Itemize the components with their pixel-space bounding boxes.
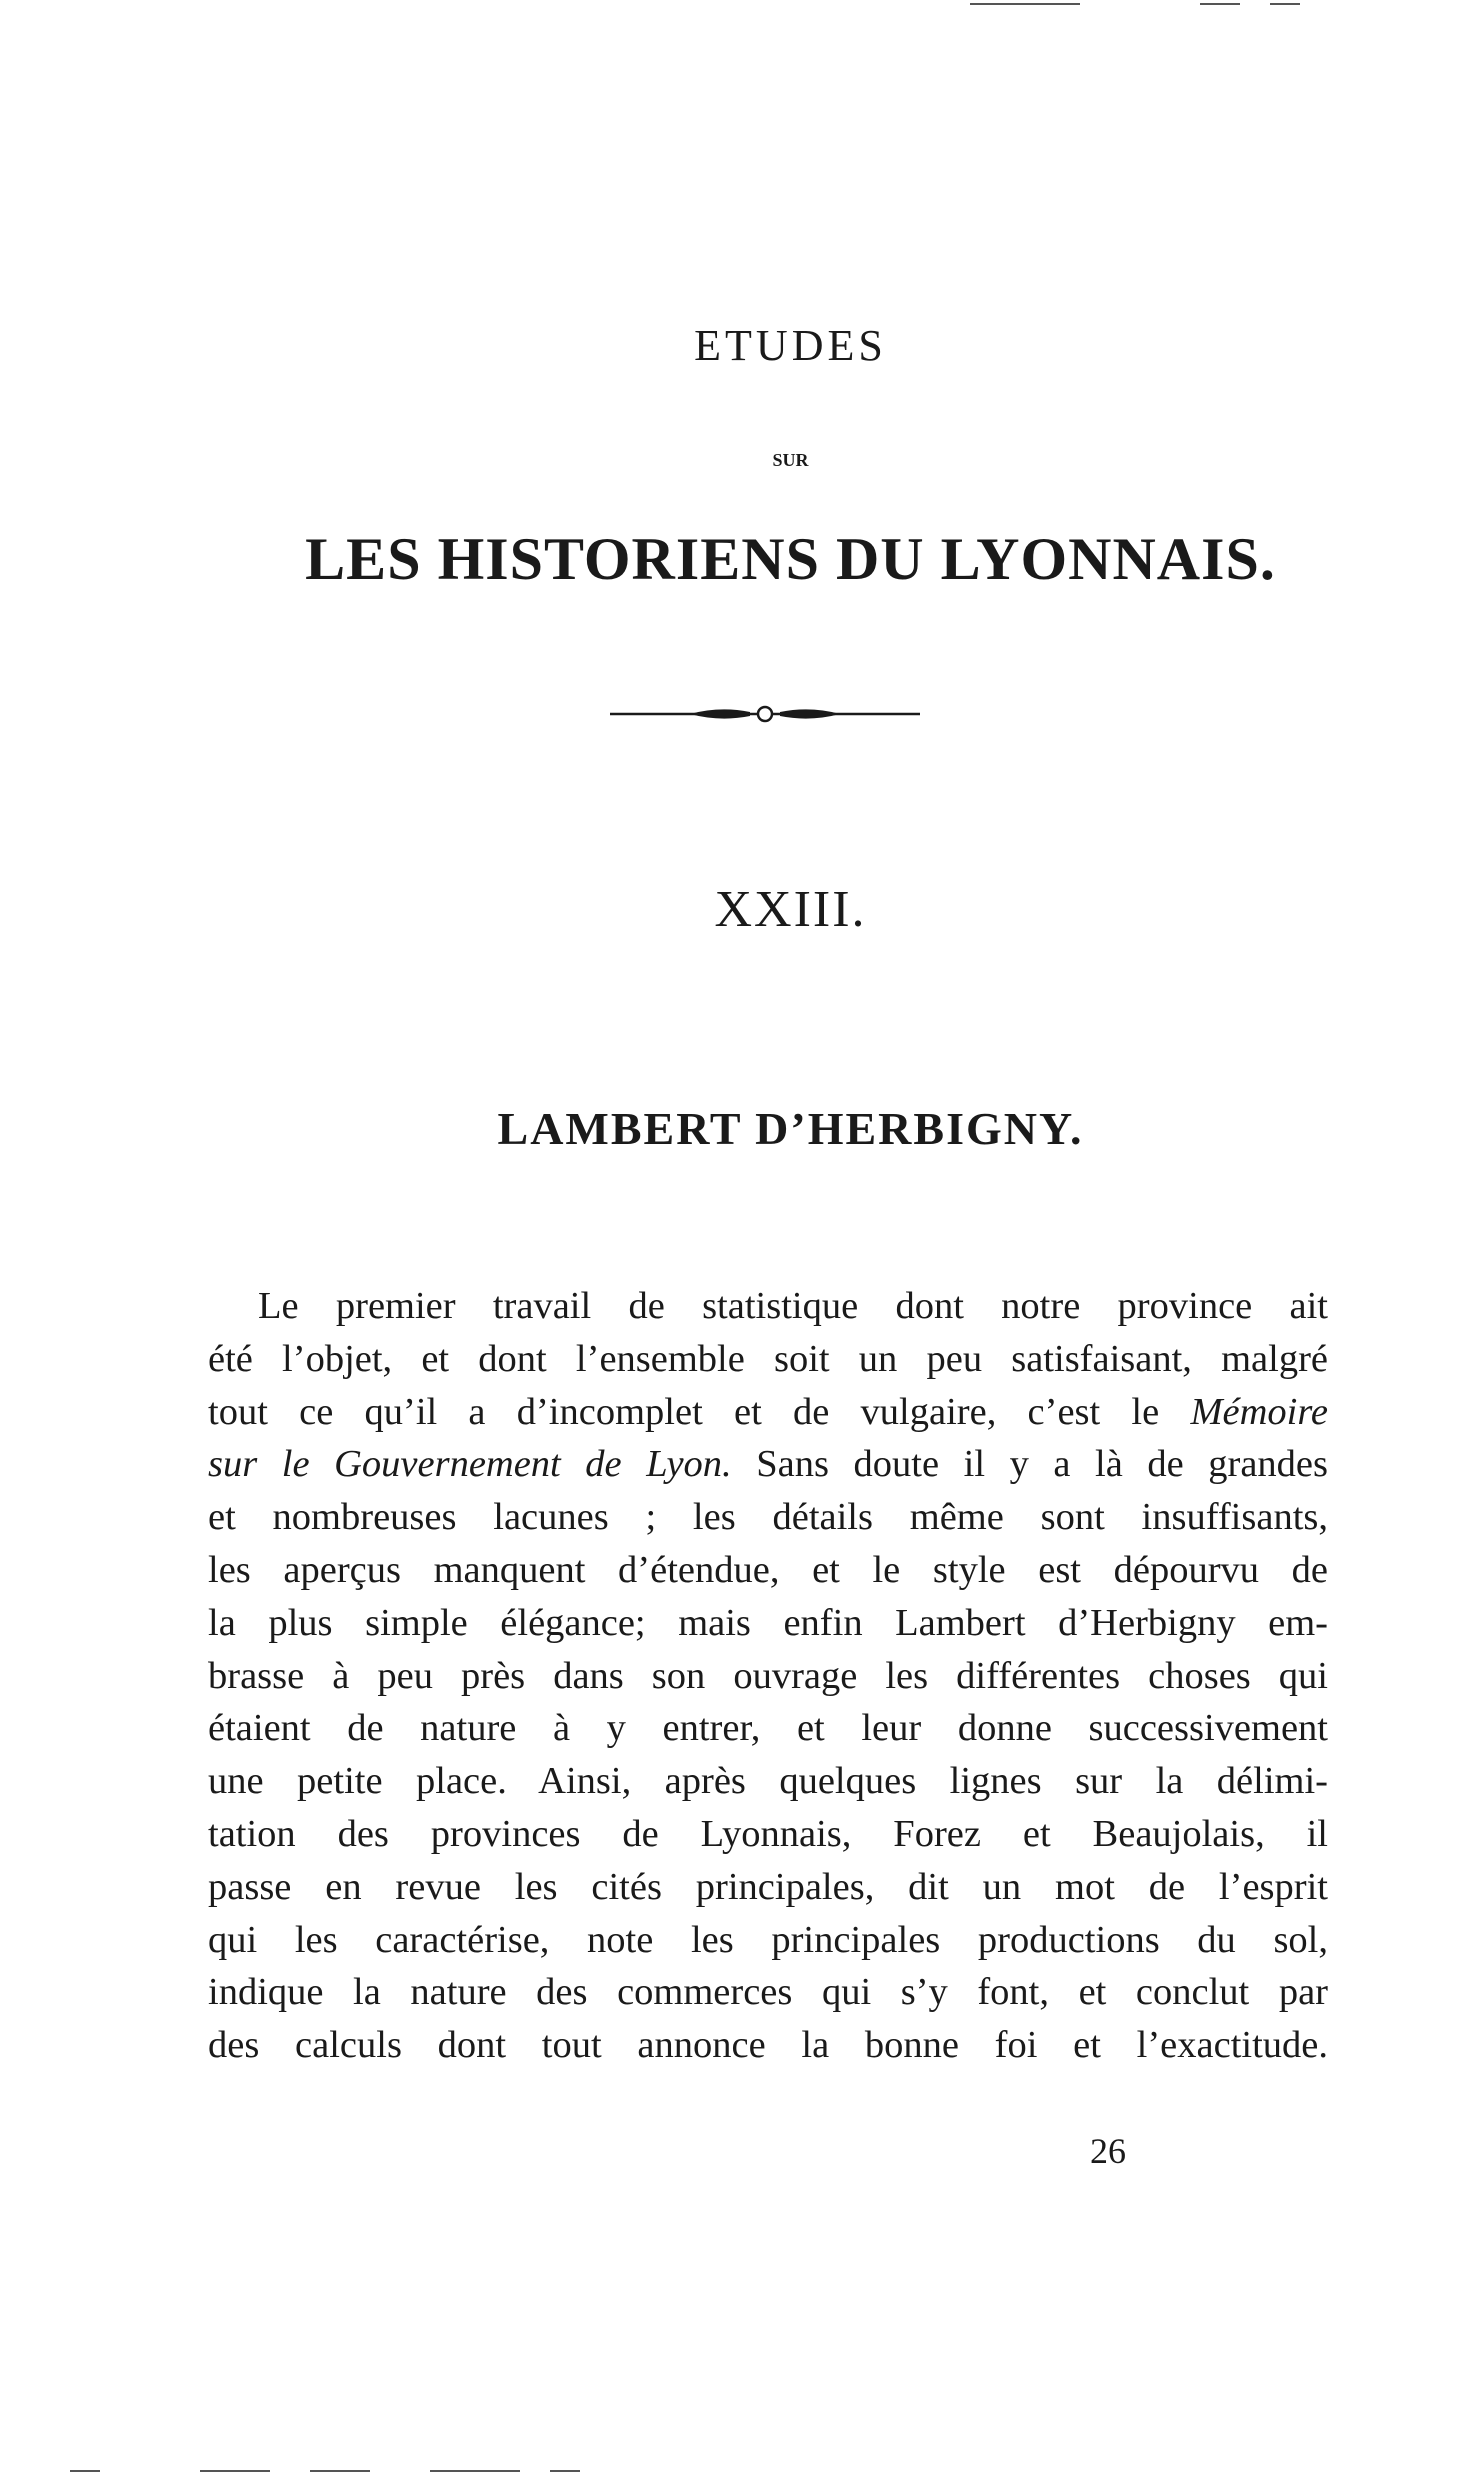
body-paragraph <box>208 1280 1328 2072</box>
page-number: 26 <box>1090 2131 1126 2171</box>
text-segment: tout ce qu’il a d’incomplet et de vulgaire, c’est le <box>208 1390 1160 1433</box>
text-line: la plus simple élégance; mais enfin Lambert d’Herbigny em- <box>208 1601 1328 1644</box>
scan-edge-mark <box>310 2470 370 2472</box>
text-line: et nombreuses lacunes ; les détails même sont insuffisants, <box>208 1496 1328 1539</box>
text-line: indique la nature des commerces qui s’y font, et conclut par <box>208 1971 1328 2014</box>
text-line: étaient de nature à y entrer, et leur donne successivement <box>208 1707 1328 1750</box>
title-connector: SUR <box>772 450 809 470</box>
text-line <box>208 1386 1328 1439</box>
text-segment: Sans doute il y a là de grandes <box>756 1443 1328 1486</box>
text-segment-italic: Mémoire <box>1190 1390 1328 1433</box>
text-line: brasse à peu près dans son ouvrage les différentes choses qui <box>208 1654 1328 1697</box>
text-line: été l’objet, et dont l’ensemble soit un peu satisfaisant, malgré <box>208 1337 1328 1380</box>
scan-edge-mark <box>550 2470 580 2472</box>
scan-edge-mark <box>200 2470 270 2472</box>
text-line: passe en revue les cités principales, dit un mot de l’esprit <box>208 1865 1328 1908</box>
title-etudes: ETUDES <box>694 321 887 370</box>
scan-edge-mark <box>430 2470 520 2472</box>
text-line: une petite place. Ainsi, après quelques lignes sur la délimi- <box>208 1760 1328 1803</box>
text-line: Le premier travail de statistique dont notre province ait <box>258 1285 1328 1327</box>
text-segment-italic: sur le Gouvernement de Lyon. <box>208 1443 732 1486</box>
scan-edge-mark <box>1270 3 1300 5</box>
text-line <box>208 1438 1328 1491</box>
chapter-title: LAMBERT D’HERBIGNY. <box>497 1103 1084 1154</box>
text-line: les aperçus manquent d’étendue, et le style est dépourvu de <box>208 1548 1328 1591</box>
scan-edge-mark <box>1200 3 1240 5</box>
ornament-divider-icon <box>610 702 920 726</box>
text-line: qui les caractérise, note les principales productions du sol, <box>208 1918 1328 1961</box>
scan-edge-mark <box>970 3 1080 5</box>
text-line: des calculs dont tout annonce la bonne foi et l’exactitude. <box>208 2024 1328 2067</box>
title-main: LES HISTORIENS DU LYONNAIS. <box>305 526 1276 592</box>
scan-edge-mark <box>70 2470 100 2472</box>
text-line: tation des provinces de Lyonnais, Forez et Beaujolais, il <box>208 1812 1328 1855</box>
chapter-number: XXIII. <box>714 881 867 938</box>
